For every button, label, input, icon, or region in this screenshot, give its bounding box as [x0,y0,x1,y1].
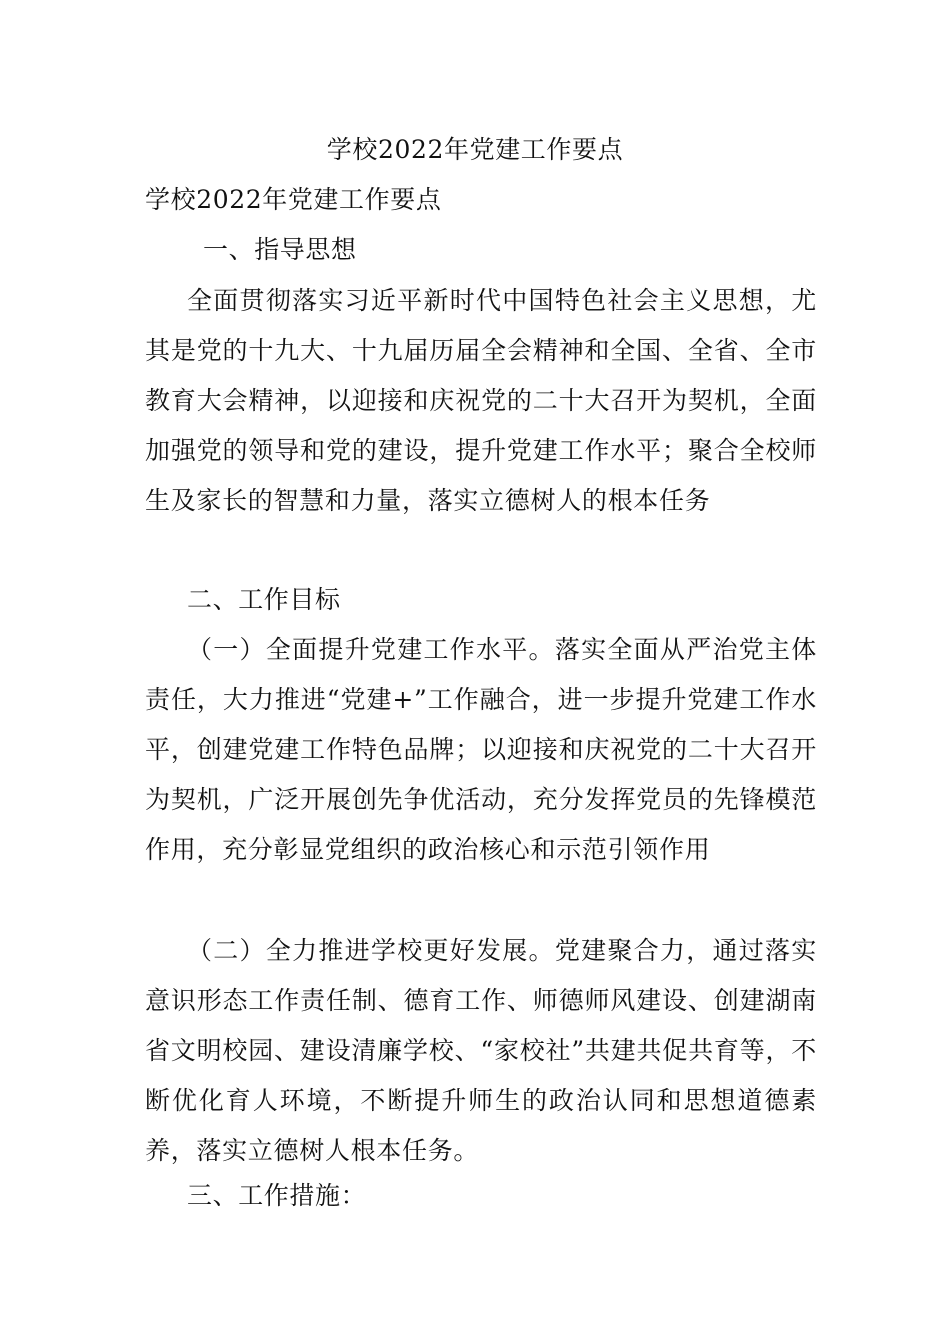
document-title: 学校2022年党建工作要点 [326,135,624,164]
paragraph-goal-2: （二）全力推进学校更好发展。党建聚合力，通过落实意识形态工作责任制、德育工作、师德师风建设、创建湖南省文明校园、建设清廉学校、“家校社”共建共促共育等，不断优化育人环境，不断提升师生的政治认同和思想道德素养，落实立德树人根本任务。 [145,936,817,1165]
section-heading-guiding-ideology: 一、指导思想 [203,235,357,264]
paragraph-goal-1: （一）全面提升党建工作水平。落实全面从严治党主体责任，大力推进“党建+”工作融合，进一步提升党建工作水平，创建党建工作特色品牌；以迎接和庆祝党的二十大召开为契机，广泛开展创先争优活动，充分发挥党员的先锋模范作用，充分彰显党组织的政治核心和示范引领作用 [145,635,817,864]
paragraph-guiding-ideology: 全面贯彻落实习近平新时代中国特色社会主义思想，尤其是党的十九大、十九届历届全会精神和全国、全省、全市教育大会精神，以迎接和庆祝党的二十大召开为契机，全面加强党的领导和党的建设，提升党建工作水平；聚合全校师生及家长的智慧和力量，落实立德树人的根本任务 [145,286,817,515]
section-heading-work-measures: 三、工作措施： [187,1181,367,1210]
section-heading-work-goals: 二、工作目标 [187,585,341,614]
document-subtitle: 学校2022年党建工作要点 [145,185,442,214]
